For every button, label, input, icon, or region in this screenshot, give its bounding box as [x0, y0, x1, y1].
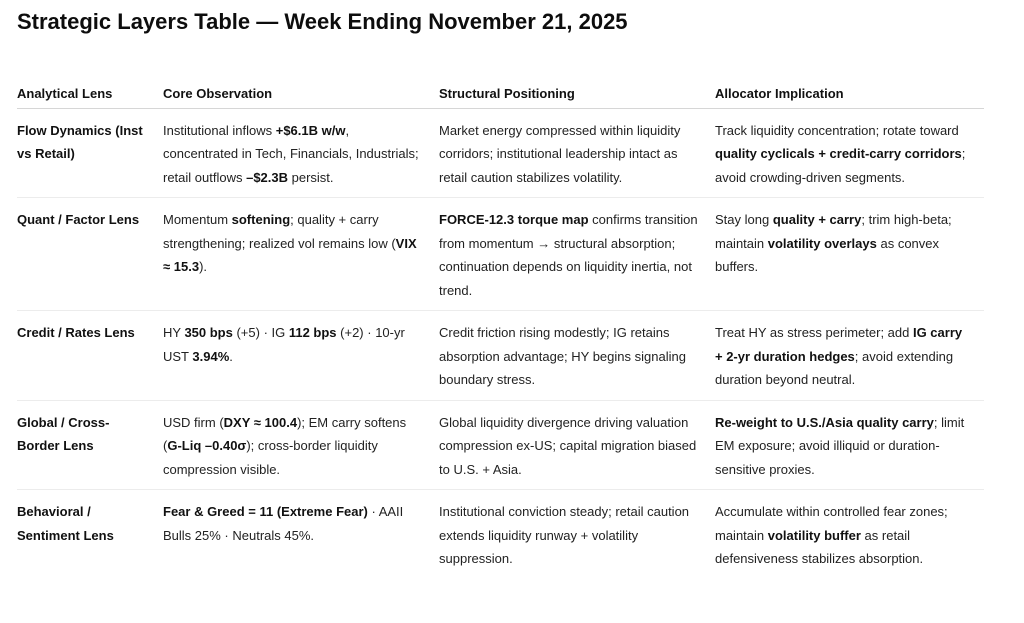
emphasis-text: 3.94%	[192, 348, 230, 364]
header-analytical-lens: Analytical Lens	[17, 80, 163, 108]
cell-text: ).	[199, 259, 208, 274]
observation-cell	[163, 490, 439, 579]
emphasis-text: Re-weight to U.S./Asia quality carry	[715, 414, 934, 430]
cell-text: .	[229, 348, 233, 364]
emphasis-text: 112 bps	[288, 325, 337, 340]
lens-cell: Flow Dynamics (Inst vs Retail)	[17, 108, 163, 198]
header-allocator-implication: Allocator Implication	[715, 80, 984, 108]
cell-text: USD firm (	[163, 414, 224, 430]
observation-cell	[163, 400, 439, 490]
implication-cell	[715, 400, 984, 490]
positioning-cell	[439, 400, 715, 490]
strategic-layers-table	[17, 80, 984, 579]
header-structural-positioning: Structural Positioning	[439, 80, 715, 108]
table-header-row	[17, 80, 984, 108]
cell-text: ; limit EM exposure; avoid illiquid or duration-sensitive proxies.	[715, 414, 965, 477]
cell-text: confirms transition from momentum → structural absorption; continuation depends on liquidity inertia, not trend.	[439, 212, 698, 298]
cell-text: Stay long	[715, 212, 773, 227]
implication-cell	[715, 311, 984, 401]
table-row	[17, 400, 984, 490]
cell-text: Accumulate within controlled fear zones; maintain	[715, 504, 948, 543]
lens-cell: Behavioral / Sentiment Lens	[17, 504, 114, 543]
positioning-cell	[439, 490, 715, 579]
cell-text: Track liquidity concentration; rotate toward	[715, 122, 959, 138]
cell-text: ; quality + carry strengthening; realized vol remains low (	[163, 212, 396, 251]
emphasis-text: +$6.1B w/w	[275, 122, 346, 138]
implication-cell	[715, 198, 984, 311]
emphasis-text: volatility overlays	[767, 235, 877, 251]
emphasis-text: volatility buffer	[767, 527, 861, 543]
cell-text: HY	[163, 325, 185, 340]
cell-text: Treat HY as stress perimeter; add	[715, 325, 913, 340]
lens-cell: Credit / Rates Lens	[17, 311, 163, 401]
cell-text: ); cross-border liquidity compression visible.	[163, 438, 378, 477]
emphasis-text: VIX ≈ 15.3	[163, 235, 417, 274]
cell-text: ; avoid extending duration beyond neutral.	[715, 348, 954, 387]
table-row	[17, 490, 984, 579]
observation-cell	[163, 198, 439, 311]
emphasis-text: 350 bps	[184, 325, 233, 340]
cell-text: as convex buffers.	[715, 235, 940, 274]
implication-cell	[715, 490, 984, 579]
positioning-cell	[439, 198, 715, 311]
page-title: Strategic Layers Table — Week Ending November 21, 2025	[17, 9, 628, 34]
cell-text: (+5) · IG	[232, 325, 289, 340]
emphasis-text: Fear & Greed = 11 (Extreme Fear)	[163, 504, 368, 519]
emphasis-text: quality cyclicals + credit-carry corridors	[715, 146, 962, 161]
cell-text: Market energy compressed within liquidity corridors; institutional leadership intact as retail caution stabilizes volatility.	[439, 122, 681, 185]
emphasis-text: softening	[231, 212, 291, 227]
emphasis-text: IG carry + 2-yr duration hedges	[715, 325, 963, 364]
lens-cell: Quant / Factor Lens	[17, 198, 163, 311]
cell-text: ; avoid crowding-driven segments.	[715, 146, 966, 185]
implication-cell	[715, 108, 984, 198]
cell-text: Institutional inflows	[163, 122, 276, 138]
cell-text: Global liquidity divergence driving valuation compression ex-US; capital migration biased to U.S. + Asia.	[439, 414, 697, 477]
header-core-observation: Core Observation	[163, 80, 439, 108]
observation-cell	[163, 311, 439, 401]
table-row	[17, 311, 984, 401]
emphasis-text: G-Liq –0.40σ	[167, 438, 247, 453]
cell-text: as retail defensiveness stabilizes absorption.	[715, 527, 924, 566]
cell-text: ; trim high-beta; maintain	[715, 212, 952, 251]
cell-text: Momentum	[163, 212, 232, 227]
table-row	[17, 108, 984, 198]
cell-text: · AAII Bulls 25% · Neutrals 45%.	[163, 504, 404, 543]
cell-text: (+2) · 10-yr UST	[163, 325, 405, 364]
emphasis-text: –$2.3B	[246, 169, 289, 185]
cell-text: Credit friction rising modestly; IG retains absorption advantage; HY begins signaling boundary stress.	[439, 325, 686, 387]
observation-cell	[163, 108, 439, 198]
cell-text: Institutional conviction steady; retail caution extends liquidity runway + volatility suppression.	[439, 504, 690, 566]
lens-cell: Global / Cross-Border Lens	[17, 400, 163, 490]
positioning-cell	[439, 311, 715, 401]
table-row	[17, 198, 984, 311]
positioning-cell	[439, 108, 715, 198]
cell-text: persist.	[288, 169, 334, 185]
cell-text: , concentrated in Tech, Financials, Industrials; retail outflows	[163, 122, 419, 185]
cell-text: ); EM carry softens (	[163, 414, 407, 453]
emphasis-text: FORCE-12.3 torque map	[439, 212, 589, 227]
emphasis-text: quality + carry	[772, 212, 862, 227]
emphasis-text: DXY ≈ 100.4	[223, 414, 298, 430]
